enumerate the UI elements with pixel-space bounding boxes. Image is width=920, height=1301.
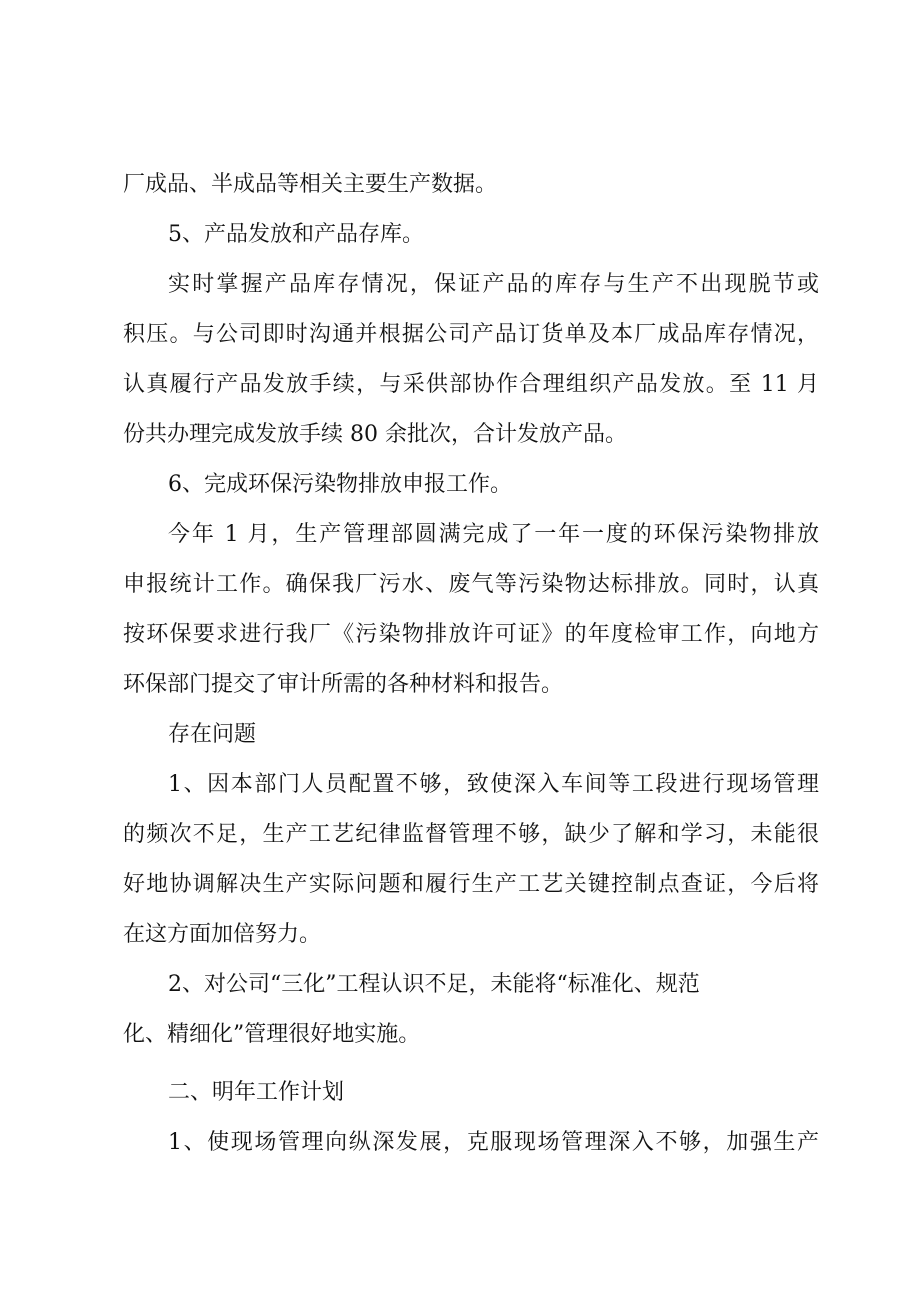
paragraph-line: 环保部门提交了审计所需的各种材料和报告。 xyxy=(123,672,564,697)
paragraph-line: 份共办理完成发放手续 80 余批次，合计发放产品。 xyxy=(123,422,627,447)
paragraph-line: 按环保要求进行我厂《污染物排放许可证》的年度检审工作，向地方 xyxy=(123,622,819,647)
document-body xyxy=(123,160,823,1168)
paragraph-line: 厂成品、半成品等相关主要生产数据。 xyxy=(123,172,498,197)
paragraph-line: 2、对公司“三化”工程认识不足，未能将“标准化、规范 xyxy=(168,972,700,997)
section-heading: 6、完成环保污染物排放申报工作。 xyxy=(168,472,512,497)
paragraph-line: 化、精细化”管理很好地实施。 xyxy=(123,1022,421,1047)
section-heading: 二、明年工作计划 xyxy=(168,1080,345,1105)
paragraph-line: 申报统计工作。确保我厂污水、废气等污染物达标排放。同时，认真 xyxy=(123,572,819,597)
paragraph-line: 1、因本部门人员配置不够，致使深入车间等工段进行现场管理 xyxy=(168,772,819,797)
section-heading: 存在问题 xyxy=(168,722,257,747)
paragraph-line: 认真履行产品发放手续，与采供部协作合理组织产品发放。至 11 月 xyxy=(123,372,819,397)
paragraph-line: 积压。与公司即时沟通并根据公司产品订货单及本厂成品库存情况， xyxy=(123,322,819,347)
paragraph-line: 好地协调解决生产实际问题和履行生产工艺关键控制点查证，今后将 xyxy=(123,872,819,897)
paragraph-line: 实时掌握产品库存情况，保证产品的库存与生产不出现脱节或 xyxy=(168,272,819,297)
paragraph-line: 1、使现场管理向纵深发展，克服现场管理深入不够，加强生产 xyxy=(168,1130,819,1155)
paragraph-line: 今年 1 月，生产管理部圆满完成了一年一度的环保污染物排放 xyxy=(168,522,819,547)
section-heading: 5、产品发放和产品存库。 xyxy=(168,222,424,247)
paragraph-line: 的频次不足，生产工艺纪律监督管理不够，缺少了解和学习，未能很 xyxy=(123,822,819,847)
paragraph-line: 在这方面加倍努力。 xyxy=(123,922,322,947)
